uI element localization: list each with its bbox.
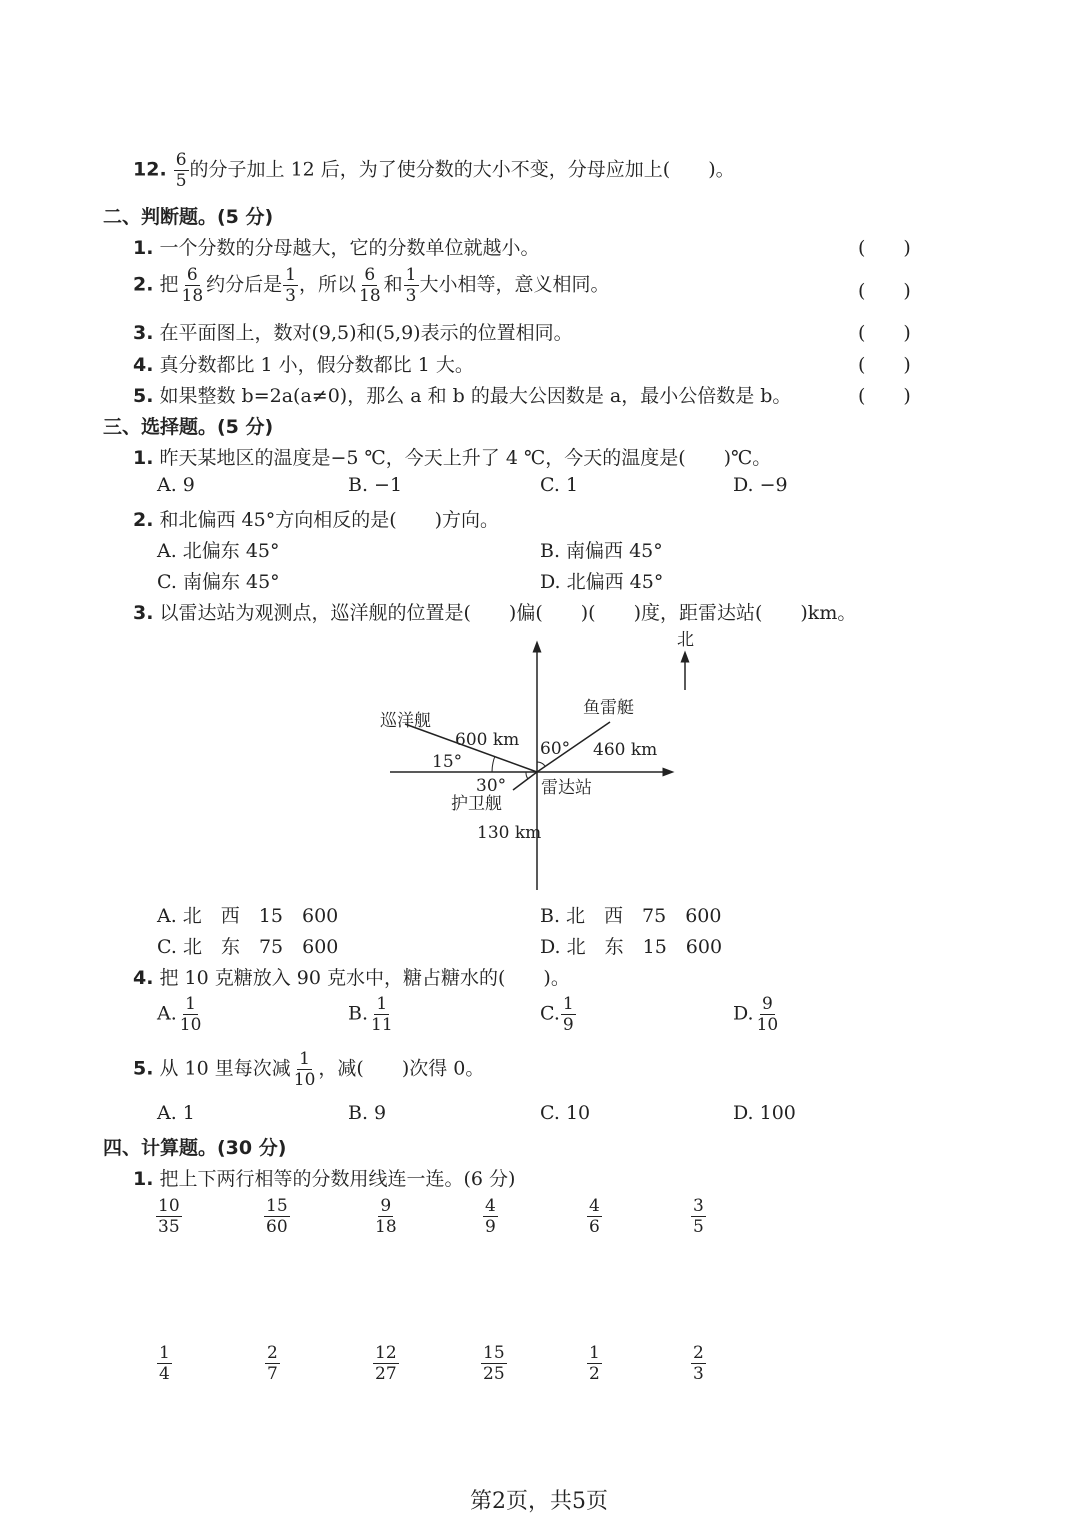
numerator: 1: [185, 994, 196, 1014]
denominator: 18: [181, 286, 204, 306]
question-text: 在平面图上，数对(9,5)和(5,9)表示的位置相同。: [159, 322, 573, 344]
numerator: 1: [376, 994, 388, 1014]
angle-arc-30: [526, 772, 528, 779]
option-c[interactable]: [540, 994, 577, 1035]
option-b[interactable]: [348, 994, 396, 1035]
question-text: 真分数都比 1 小，假分数都比 1 大。: [159, 354, 474, 376]
denominator: 3: [285, 286, 296, 306]
text-part: 和: [383, 273, 403, 296]
match-top-6[interactable]: [690, 1196, 707, 1237]
question-text: 以雷达站为观测点，巡洋舰的位置是( )偏( )( )度，距雷达站( )km。: [159, 602, 857, 624]
answer-paren-1[interactable]: ( ): [858, 237, 911, 259]
numerator: 15: [266, 1196, 288, 1216]
numerator: 1: [285, 265, 296, 285]
question-text: 把上下两行相等的分数用线连一连。(6 分): [159, 1168, 516, 1190]
option-a[interactable]: A. 1: [157, 1102, 195, 1124]
numerator: 6: [186, 265, 198, 285]
denominator: 5: [693, 1217, 704, 1237]
match-top-4[interactable]: [482, 1196, 499, 1237]
fraction: [561, 994, 576, 1035]
question-number: 1.: [133, 237, 154, 259]
denominator: 18: [359, 286, 381, 306]
cruiser-label: 巡洋舰: [380, 711, 431, 731]
question-number: 1.: [133, 1168, 154, 1190]
question-number: 2.: [133, 273, 154, 296]
denominator: 9: [562, 1015, 574, 1035]
denominator: 10: [293, 1070, 316, 1090]
option-c[interactable]: C. 南偏东 45°: [157, 571, 280, 593]
numerator: 1: [589, 1343, 600, 1363]
choice-question-5: [133, 1049, 484, 1090]
answer-paren-4[interactable]: ( ): [858, 354, 911, 376]
denominator: 25: [483, 1364, 505, 1384]
question-number: 5.: [133, 385, 154, 407]
question-text: 把 10 克糖放入 90 克水中，糖占糖水的( )。: [159, 967, 570, 989]
angle-30: 30°: [476, 776, 507, 796]
text-part: 约分后是: [206, 273, 283, 296]
denominator: 18: [375, 1217, 397, 1237]
option-a[interactable]: [157, 994, 204, 1035]
numerator: 1: [562, 994, 574, 1014]
denominator: 3: [693, 1364, 704, 1384]
text-part: 大小相等，意义相同。: [419, 273, 610, 296]
ray-escort: [513, 772, 537, 790]
choice-question-4: [133, 963, 570, 990]
numerator: 2: [267, 1343, 278, 1363]
numerator: 2: [693, 1343, 704, 1363]
page-footer: 第2页，共5页: [470, 1489, 608, 1514]
denominator: 10: [179, 1015, 202, 1035]
numerator: 9: [380, 1196, 392, 1216]
option-d[interactable]: D. 北 东 15 600: [540, 936, 723, 958]
option-letter: D.: [733, 1002, 754, 1025]
text-part: 从 10 里每次减: [159, 1057, 291, 1080]
question-text: 昨天某地区的温度是−5 ℃，今天上升了 4 ℃，今天的温度是( )℃。: [159, 447, 772, 469]
fraction: [755, 994, 781, 1035]
option-a[interactable]: A. 北 西 15 600: [157, 905, 339, 927]
option-c[interactable]: C. 1: [540, 474, 579, 496]
numerator: 4: [485, 1196, 496, 1216]
option-a[interactable]: A. 北偏东 45°: [157, 540, 280, 562]
text-part: ，所以: [299, 273, 357, 296]
distance-130: 130 km: [477, 823, 542, 843]
match-bottom-1[interactable]: [156, 1343, 173, 1384]
question-number: 5.: [133, 1057, 154, 1080]
section-title-judgement: 二、判断题。(5 分): [103, 206, 274, 228]
match-top-2[interactable]: [263, 1196, 291, 1237]
question-number: 1.: [133, 447, 154, 469]
question-number: 3.: [133, 602, 154, 624]
denominator: 3: [405, 286, 417, 306]
answer-paren-5[interactable]: ( ): [858, 385, 911, 407]
angle-arc-15: [492, 756, 495, 772]
numerator: 9: [762, 994, 773, 1014]
section-title-calculation: 四、计算题。(30 分): [103, 1137, 287, 1159]
fraction: [178, 994, 204, 1035]
option-letter: C.: [540, 1002, 560, 1025]
distance-460: 460 km: [593, 740, 658, 760]
denominator: 6: [589, 1217, 600, 1237]
north-label: 北: [677, 630, 694, 650]
denominator: 4: [159, 1364, 170, 1384]
match-top-1[interactable]: [155, 1196, 183, 1237]
question-text: 和北偏西 45°方向相反的是( )方向。: [159, 509, 500, 531]
numerator: 6: [175, 150, 187, 170]
option-b[interactable]: B. −1: [348, 474, 403, 496]
option-b[interactable]: B. 9: [348, 1102, 387, 1124]
answer-paren-2[interactable]: ( ): [858, 280, 911, 302]
match-bottom-3[interactable]: [372, 1343, 400, 1384]
match-top-3[interactable]: [372, 1196, 400, 1237]
denominator: 5: [175, 171, 187, 191]
match-top-5[interactable]: [586, 1196, 603, 1237]
question-number: 4.: [133, 354, 154, 376]
question-text: 一个分数的分母越大，它的分数单位就越小。: [159, 237, 540, 259]
denominator: 60: [266, 1217, 288, 1237]
section-title-choice: 三、选择题。(5 分): [103, 416, 274, 438]
option-b[interactable]: B. 北 西 75 600: [540, 905, 722, 927]
question-text: 的分子加上 12 后，为了使分数的大小不变，分母应加上( )。: [189, 158, 735, 181]
option-letter: A.: [157, 1002, 177, 1025]
match-bottom-5[interactable]: [586, 1343, 603, 1384]
option-b[interactable]: B. 南偏西 45°: [540, 540, 663, 562]
option-d[interactable]: D. −9: [733, 474, 788, 496]
fraction: [292, 1049, 318, 1090]
angle-60: 60°: [540, 739, 571, 759]
answer-paren-3[interactable]: ( ): [858, 322, 911, 344]
calc-question-1: [133, 1164, 515, 1191]
question-number: 3.: [133, 322, 154, 344]
denominator: 9: [485, 1217, 496, 1237]
question-text: 如果整数 b=2a(a≠0)，那么 a 和 b 的最大公因数是 a，最小公倍数是 b。: [159, 385, 792, 407]
numerator: 3: [693, 1196, 704, 1216]
denominator: 2: [589, 1364, 600, 1384]
numerator: 15: [483, 1343, 505, 1363]
option-letter: B.: [348, 1002, 369, 1025]
question-number: 4.: [133, 967, 154, 989]
option-d[interactable]: [733, 994, 781, 1035]
denominator: 10: [756, 1015, 779, 1035]
numerator: 4: [589, 1196, 600, 1216]
distance-600: 600 km: [455, 730, 520, 750]
match-bottom-6[interactable]: [690, 1343, 707, 1384]
numerator: 6: [364, 265, 376, 285]
numerator: 1: [405, 265, 417, 285]
escort-label: 护卫舰: [451, 794, 502, 814]
option-d[interactable]: D. 北偏西 45°: [540, 571, 664, 593]
denominator: 11: [371, 1015, 393, 1035]
numerator: 12: [375, 1343, 397, 1363]
question-number: 12.: [133, 158, 167, 181]
option-d[interactable]: D. 100: [733, 1102, 796, 1124]
match-bottom-4[interactable]: [480, 1343, 508, 1384]
angle-arc-60: [537, 762, 545, 766]
text-part: 把: [159, 273, 179, 296]
radar-label: 雷达站: [541, 778, 592, 798]
denominator: 27: [375, 1364, 397, 1384]
fraction: [369, 994, 395, 1035]
text-part: ，减( )次得 0。: [318, 1057, 485, 1080]
numerator: 1: [299, 1049, 310, 1069]
question-number: 2.: [133, 509, 154, 531]
option-c[interactable]: C. 北 东 75 600: [157, 936, 339, 958]
option-a[interactable]: A. 9: [157, 474, 195, 496]
denominator: 35: [158, 1217, 180, 1237]
option-c[interactable]: C. 10: [540, 1102, 591, 1124]
numerator: 1: [159, 1343, 170, 1363]
numerator: 10: [158, 1196, 180, 1216]
match-bottom-2[interactable]: [264, 1343, 281, 1384]
torpedo-label: 鱼雷艇: [583, 698, 634, 718]
angle-15: 15°: [432, 752, 463, 772]
denominator: 7: [267, 1364, 278, 1384]
